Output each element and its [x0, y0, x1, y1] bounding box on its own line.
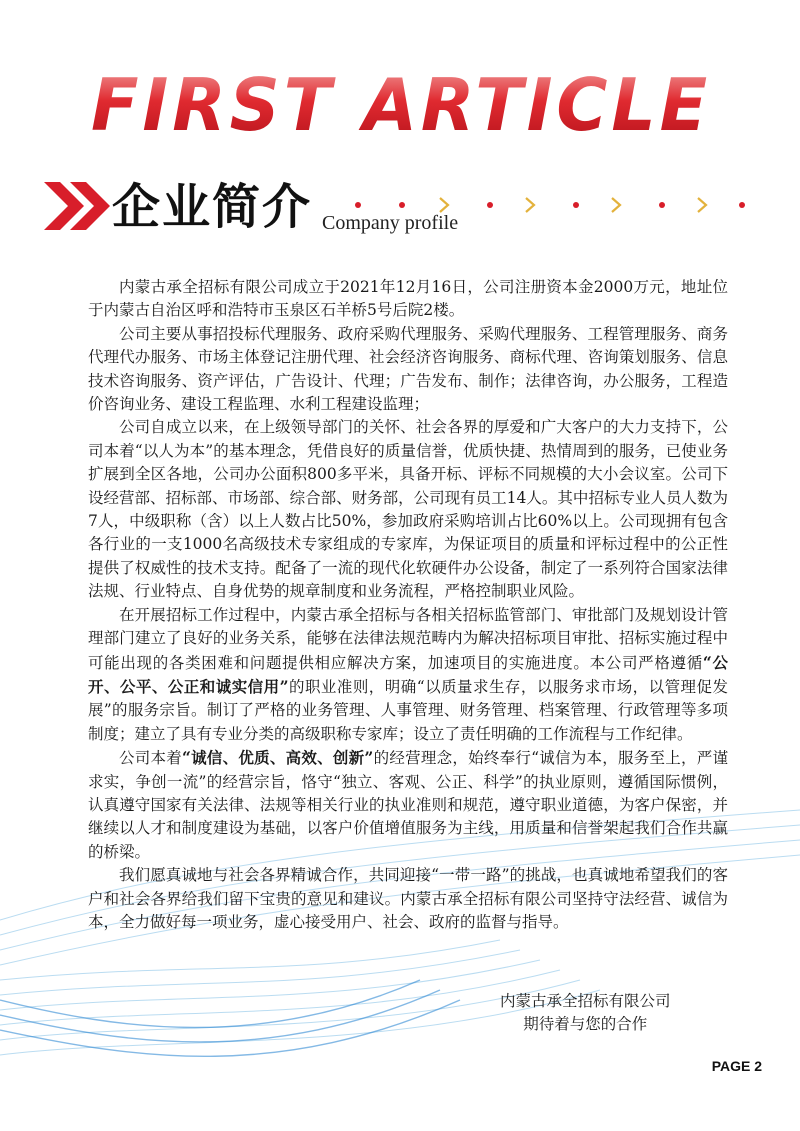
paragraph-4-text-a: 在开展招标工作过程中，内蒙古承全招标与各相关招标监管部门、审批部门及规划设计管理部门建立了良好的业务关系，能够在法律法规范畴内为解决招标项目审批、招标实施过程中可能出现的各类困难和问题提供相应解决方案，加速项目的实施进度。本公司严格遵循	[88, 605, 728, 672]
paragraph-5-emphasis: “诚信、优质、高效、创新”	[182, 748, 374, 768]
paragraph-5-text-c: 的经营理念，始终奉行“诚信为本，服务至上，严谨求实，争创一流”的经营宗旨，恪守“独立、客观、公正、科学”的执业原则，遵循国际惯例，认真遵守国家有关法律、法规等相关行业的执业准则和规范，遵守职业道德，为客户保密，并继续以人才和制度建设为基础，以客户价值增值服务为主线，用质量和信誉架起我们合作共赢的桥梁。	[88, 749, 728, 861]
section-title: 企业简介	[112, 179, 313, 235]
section-subtitle: Company profile	[322, 212, 459, 234]
page-number: PAGE 2	[711, 1058, 762, 1074]
double-chevron-icon	[42, 180, 112, 232]
paragraph-6: 我们愿真诚地与社会各界精诚合作，共同迎接“一带一路”的挑战，也真诚地希望我们的客户和社会各界给我们留下宝贵的意见和建议。内蒙古承全招标有限公司坚持守法经营、诚信为本，全力做好每一项业务，虚心接受用户、社会、政府的监督与指导。	[88, 866, 728, 931]
paragraph-1: 内蒙古承全招标有限公司成立于2021年12月16日，公司注册资本金2000万元，地址位于内蒙古自治区呼和浩特市玉泉区石羊桥5号后院2楼。	[88, 278, 728, 320]
paragraph-4	[88, 604, 728, 746]
dot-arrow-decoration	[340, 190, 760, 220]
paragraph-2: 公司主要从事招投标代理服务、政府采购代理服务、采购代理服务、工程管理服务、商务代理代办服务、市场主体登记注册代理、社会经济咨询服务、商标代理、咨询策划服务、信息技术咨询服务、资产评估，广告设计、代理；广告发布、制作；法律咨询，办公服务，工程造价咨询业务、建设工程监理、水利工程建设监理；	[88, 324, 728, 414]
first-article-banner	[86, 68, 716, 140]
signature-company: 内蒙古承全招标有限公司	[500, 992, 671, 1010]
signature-block	[500, 990, 671, 1036]
paragraph-4-text-c: 的职业准则，明确“以质量求生存，以服务求市场，以管理促发展”的服务宗旨。制订了严格的业务管理、人事管理、财务管理、档案管理、行政管理等多项制度；建立了具有专业分类的高级职称专家库；设立了责任明确的工作流程与工作纪律。	[88, 677, 728, 743]
banner-text: FIRST ARTICLE	[91, 68, 711, 140]
paragraph-4-emphasis: “公开、公平、公正和诚实信用”	[88, 652, 728, 696]
paragraph-5	[88, 746, 728, 864]
signature-slogan: 期待着与您的合作	[523, 1015, 648, 1033]
paragraph-3: 公司自成立以来，在上级领导部门的关怀、社会各界的厚爱和广大客户的大力支持下，公司本着“以人为本”的基本理念，凭借良好的质量信誉，优质快捷、热情周到的服务，已使业务扩展到全区各地，公司办公面积800多平米，具备开标、评标不同规模的大小会议室。公司下设经营部、招标部、市场部、综合部、财务部，公司现有员工14人。其中招标专业人员人数为7人，中级职称（含）以上人数占比50%，参加政府采购培训占比60%以上。公司现拥有包含各行业的一支1000名高级技术专家组成的专家库，为保证项目的质量和评标过程中的公正性提供了权威性的技术支持。配备了一流的现代化软硬件办公设备，制定了一系列符合国家法律法规、行业特点、自身优势的规章制度和业务流程，严格控制职业风险。	[88, 418, 728, 601]
paragraph-5-text-a: 公司本着	[119, 749, 182, 768]
profile-body	[88, 276, 728, 934]
